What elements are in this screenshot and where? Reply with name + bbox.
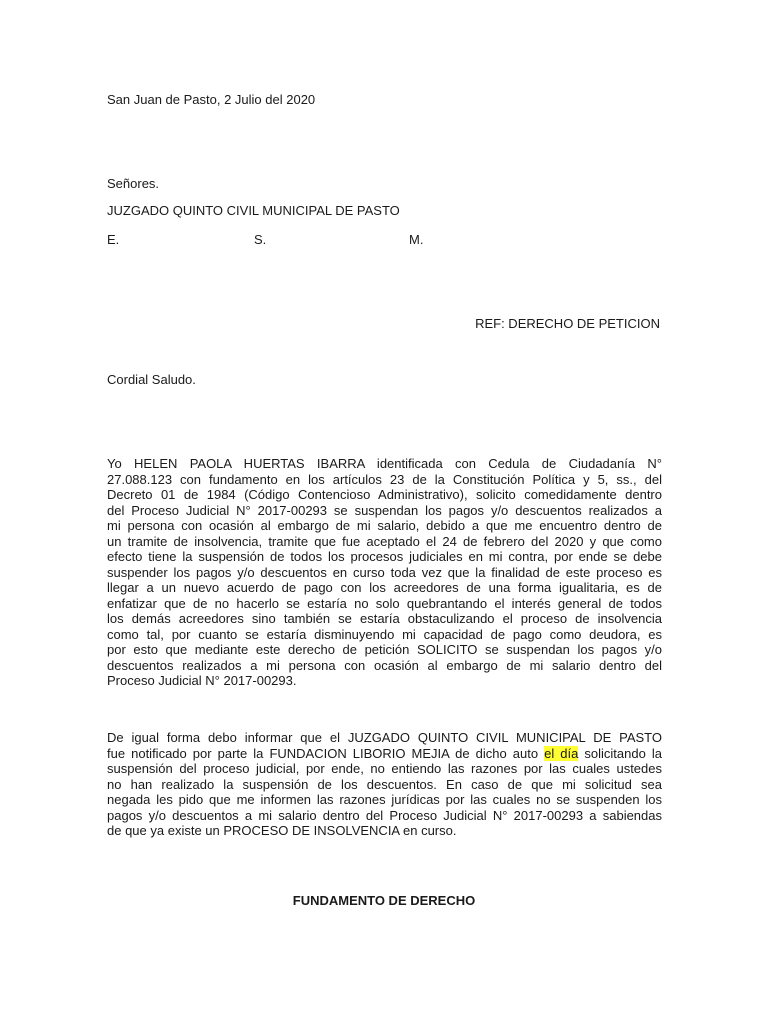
paragraph-line: efecto tiene la suspensión de todos los procesos judiciales en mi contra, por ende se debe [107,549,662,564]
paragraph-line: un tramite de insolvencia, tramite que fue aceptado el 24 de febrero del 2020 y que como [107,533,662,549]
paragraph-line: como tal, por cuanto se estaría disminuyendo mi capacidad de pago como deudora, es [107,626,662,642]
paragraph-line: Proceso Judicial N° 2017-00293. [107,673,297,688]
greeting: Cordial Saludo. [107,372,196,387]
paragraph-line: de que ya existe un PROCESO DE INSOLVENCIA en curso. [107,823,457,838]
paragraph-line: pagos y/o descuentos a mi salario dentro del Proceso Judicial N° 2017-00293 a sabiendas [107,807,662,823]
paragraph-line: llegar a un nuevo acuerdo de pago con los acreedores de una forma igualitaria, es de [107,580,662,595]
paragraph-line: De igual forma debo informar que el JUZGADO QUINTO CIVIL MUNICIPAL DE PASTO [107,730,662,745]
recipient-court: JUZGADO QUINTO CIVIL MUNICIPAL DE PASTO [107,203,400,218]
paragraph-line: Decreto 01 de 1984 (Código Contencioso Administrativo), solicito comedidamente dentro [107,487,662,502]
text-segment: fue notificado por parte la FUNDACION LIBORIO MEJIA de dicho auto [107,745,545,761]
paragraph-line: negada les pido que me informen las razones jurídicas por las cuales no se suspenden los [107,792,662,807]
paragraph-line: 27.088.123 con fundamento en los artículos 23 de la Constitución Política y 5, ss., del [107,471,662,487]
esm-m: M. [409,232,424,247]
paragraph-line: descuentos realizados a mi persona con ocasión al embargo de mi salario dentro del [107,657,662,673]
reference-line: REF: DERECHO DE PETICION [475,316,660,331]
esm-s: S. [254,232,267,247]
esm-line [107,232,437,248]
highlighted-text: el día [544,745,579,761]
paragraph-line: suspensión del proceso judicial, por ende, no entiendo las razones por las cuales ustedes [107,761,662,776]
salutation-to: Señores. [107,176,160,191]
place-date: San Juan de Pasto, 2 Julio del 2020 [107,92,316,107]
paragraph-notification [107,730,662,839]
paragraph-line: los demás acreedores sino también se estaría obstaculizando el proceso de insolvencia [107,611,662,626]
paragraph-line: por esto que mediante este derecho de petición SOLICITO se suspendan los pagos y/o [107,642,662,657]
esm-e: E. [107,232,120,247]
paragraph-line-highlighted [107,746,662,762]
paragraph-line: enfatizar que de no hacerlo se estaría no solo quebrantando el interés general de todos [107,595,662,611]
section-heading: FUNDAMENTO DE DERECHO [292,893,476,908]
paragraph-line: mi persona con ocasión al embargo de mi salario, debido a que me encuentro dentro de [107,518,662,533]
paragraph-line: suspender los pagos y/o descuentos en curso toda vez que la finalidad de este proceso es [107,564,662,580]
paragraph-line: del Proceso Judicial N° 2017-00293 se suspendan los pagos y/o descuentos realizados a [107,502,662,518]
paragraph-line: no han realizado la suspensión de los descuentos. En caso de que mi solicitud sea [107,776,662,792]
paragraph-petition [107,456,662,689]
text-segment: solicitando la [578,745,662,761]
paragraph-line: Yo HELEN PAOLA HUERTAS IBARRA identificada con Cedula de Ciudadanía N° [107,456,662,471]
